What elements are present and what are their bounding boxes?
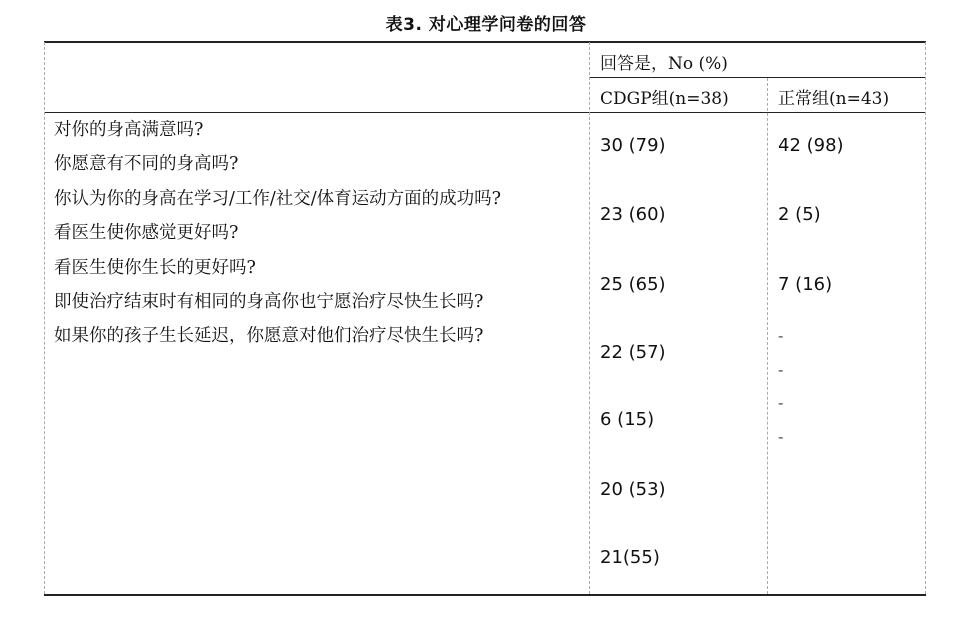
cdgp-value: 25 (65) [600, 274, 666, 295]
normal-value: 7 (16) [778, 274, 833, 295]
question-item: 即使治疗结束时有相同的身高你也宁愿治疗尽快生长吗? [54, 291, 484, 312]
response-group-header: 回答是，No (%) [600, 54, 728, 74]
question-item: 看医生使你感觉更好吗? [54, 223, 239, 244]
table-top-rule [44, 41, 926, 43]
table-title: 表3. 对心理学问卷的回答 [385, 15, 587, 35]
cdgp-column-header: CDGP组(n=38) [600, 89, 729, 109]
right-border [925, 42, 926, 594]
question-item: 对你的身高满意吗? [54, 120, 204, 140]
normal-value: - [778, 327, 784, 345]
column-divider-1 [589, 42, 590, 594]
cdgp-value: 22 (57) [600, 342, 666, 363]
normal-value: 2 (5) [778, 204, 821, 225]
cdgp-value: 20 (53) [600, 479, 666, 500]
normal-value: - [778, 428, 784, 446]
column-divider-2 [767, 78, 768, 594]
normal-column-header: 正常组(n=43) [778, 89, 890, 109]
question-item: 看医生使你生长的更好吗? [54, 257, 256, 278]
cdgp-value: 21(55) [600, 547, 660, 568]
cdgp-value: 6 (15) [600, 409, 655, 430]
question-item: 你认为你的身高在学习/工作/社交/体育运动方面的成功吗? [54, 188, 502, 209]
question-item: 如果你的孩子生长延迟，你愿意对他们治疗尽快生长吗? [54, 326, 484, 347]
normal-value: - [778, 361, 784, 379]
header-bottom-rule [44, 112, 926, 113]
header-sub-rule [589, 77, 926, 78]
question-list [54, 118, 584, 359]
question-item: 你愿意有不同的身高吗? [54, 154, 239, 175]
left-border [44, 42, 45, 594]
normal-value: - [778, 394, 784, 412]
table-bottom-rule [44, 594, 926, 596]
cdgp-value: 30 (79) [600, 135, 666, 156]
cdgp-value: 23 (60) [600, 204, 666, 225]
normal-value: 42 (98) [778, 135, 844, 156]
